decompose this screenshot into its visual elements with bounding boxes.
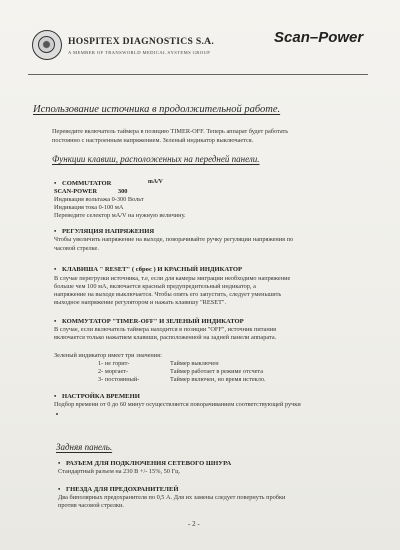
- stray-mark: [56, 413, 58, 415]
- paragraph-line: Индикация тока 0-100 мА: [54, 204, 124, 211]
- company-subtitle: A MEMBER OF TRANSWORLD MEDICAL SYSTEMS GROUP: [68, 50, 211, 55]
- paragraph-line: Переведите селектор мА/V на нужную величину.: [54, 212, 186, 219]
- section-title-front-panel: Функции клавиш, расположенных на передней панели.: [52, 154, 260, 164]
- device-name: SCAN-POWER: [54, 188, 98, 195]
- commutator-unit: mA/V: [148, 179, 163, 185]
- indicator-state-desc: Таймер включен, но время истекло.: [170, 376, 266, 383]
- company-name: HOSPITEX DIAGNOSTICS S.A.: [68, 36, 215, 47]
- header-divider: [28, 74, 368, 75]
- paragraph-line: Стандартный разъем на 230 В +/- 15%, 50 Гц.: [58, 468, 181, 475]
- paragraph-line: В случае, если включатель таймера находится в позиции "OFF", источник питания: [54, 326, 276, 333]
- paragraph-line: включается только нажатием клавиши, расположенной на задней панели аппарата.: [54, 334, 277, 341]
- paragraph-line: Переведите включатель таймера в позицию TIMER-OFF. Теперь аппарат будет работать: [52, 128, 289, 135]
- paragraph-line: постоянно с настроенным напряжением. Зеленый индикатор выключается.: [52, 137, 254, 144]
- product-brand: Scan–Power: [274, 29, 364, 46]
- indicator-state-label: 1- не горит-: [98, 360, 130, 367]
- indicator-intro: Зеленый индикатор имеет три значения:: [54, 352, 162, 359]
- paragraph-line: В случае перегрузки источника, т.е, если для камеры миграции необходимо напряжение: [54, 275, 291, 282]
- reset-key-heading: • КЛАВИША " RESET" ( сброс ) И КРАСНЫЙ ИНДИКАТОР: [54, 266, 242, 273]
- paragraph-line: Индикация вольтажа 0-300 Вольт: [54, 196, 144, 203]
- power-connector-heading: • РАЗЪЕМ ДЛЯ ПОДКЛЮЧЕНИЯ СЕТЕВОГО ШНУРА: [58, 460, 231, 467]
- section-title-rear-panel: Задняя панель.: [56, 442, 113, 452]
- indicator-state-desc: Таймер работает в режиме отсчета: [170, 368, 264, 375]
- paragraph-line: напряжение на выходе выключается. Чтобы опять его запустить, следует уменьшить: [54, 291, 282, 298]
- paragraph-line: против часовой стрелки.: [58, 502, 124, 509]
- paragraph-line: выходное напряжение регулятором и нажать клавишу "RESET".: [54, 299, 227, 306]
- paragraph-line: Подбор времени от 0 до 60 минут осуществляется поворачиванием соответствующей ручки: [54, 401, 301, 408]
- fuse-sockets-heading: • ГНЕЗДА ДЛЯ ПРЕДОХРАНИТЕЛЕЙ: [58, 486, 178, 493]
- voltage-regulation-heading: • РЕГУЛЯЦИЯ НАПРЯЖЕНИЯ: [54, 228, 154, 235]
- time-setting-heading: • НАСТРОЙКА ВРЕМЕНИ: [54, 393, 140, 400]
- section-title-continuous-use: Использование источника в продолжительной работе.: [33, 104, 281, 115]
- indicator-state-label: 2- моргает-: [98, 368, 129, 375]
- indicator-state-label: 3- постоянный-: [98, 376, 140, 383]
- commutator-heading: • COMMUTATOR: [54, 180, 111, 187]
- device-value: 300: [118, 188, 128, 195]
- paragraph-line: Два биполярных предохранителя по 0,5 А. Для их замены следует повернуть пробки: [58, 494, 286, 501]
- paragraph-line: часовой стрелке.: [54, 245, 99, 252]
- paragraph-line: Чтобы увеличить напряжение на выходе, поворачивайте ручку регуляции напряжения по: [54, 236, 294, 243]
- indicator-state-desc: Таймер выключен: [170, 360, 219, 367]
- paragraph-line: больше чем 100 мА, включается красный предупредительный индикатор, а: [54, 283, 256, 290]
- page-number: - 2 -: [188, 520, 200, 528]
- company-logo-icon: [32, 30, 62, 60]
- letterhead: [0, 0, 400, 78]
- timer-off-heading: • КОММУТАТОР "TIMER-OFF" И ЗЕЛЕНЫЙ ИНДИКАТОР: [54, 318, 244, 325]
